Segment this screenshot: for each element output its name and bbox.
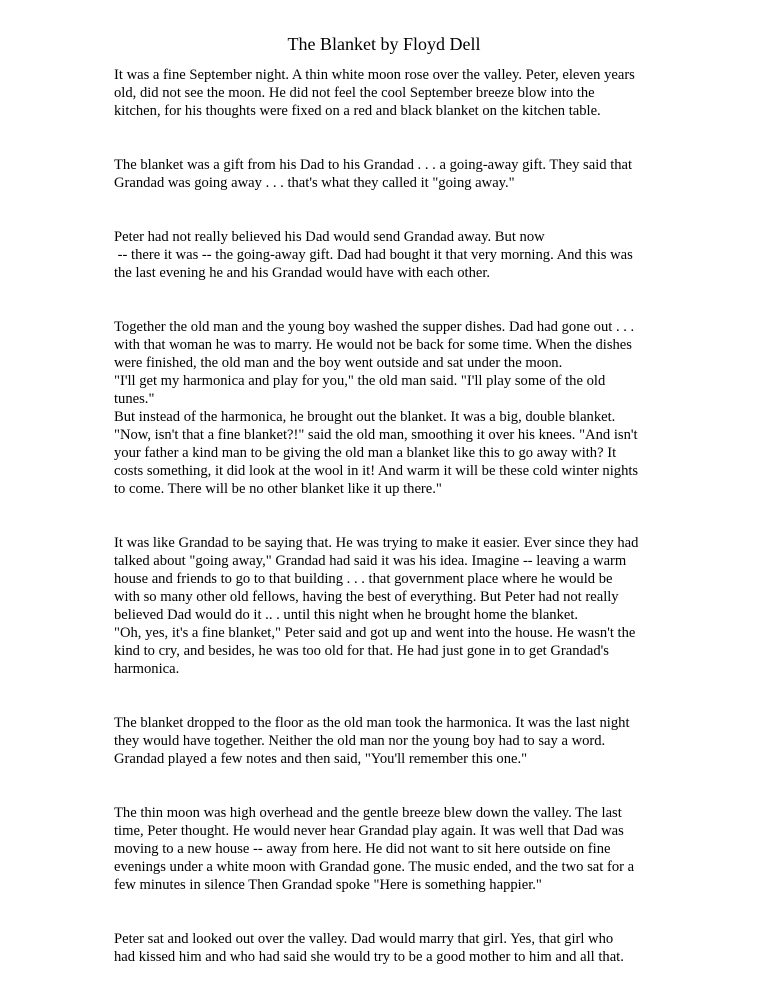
text-line: talked about "going away," Grandad had said it was his idea. Imagine -- leaving a warm [114, 553, 627, 569]
text-line: they would have together. Neither the old man nor the young boy had to say a word. [114, 733, 606, 749]
paragraph [114, 66, 674, 120]
text-line: the last evening he and his Grandad would have with each other. [114, 265, 491, 281]
text-line: had kissed him and who had said she would try to be a good mother to him and all that. [114, 949, 624, 965]
text-line: tunes." [114, 391, 155, 407]
text-line: to come. There will be no other blanket like it up there." [114, 481, 442, 497]
text-line: Grandad played a few notes and then said, "You'll remember this one." [114, 751, 528, 767]
text-line: kind to cry, and besides, he was too old for that. He had just gone in to get Grandad's [114, 643, 609, 659]
text-line: The blanket dropped to the floor as the old man took the harmonica. It was the last night [114, 715, 630, 731]
paragraph [114, 534, 674, 678]
text-line: your father a kind man to be giving the old man a blanket like this to go away with? It [114, 445, 617, 461]
text-line: with so many other old fellows, having the best of everything. But Peter had not really [114, 589, 619, 605]
text-line: believed Dad would do it .. . until this night when he brought home the blanket. [114, 607, 579, 623]
text-line: old, did not see the moon. He did not feel the cool September breeze blow into the [114, 85, 595, 101]
paragraph [114, 930, 674, 966]
text-line: were finished, the old man and the boy went outside and sat under the moon. [114, 355, 563, 371]
text-line: Grandad was going away . . . that's what they called it "going away." [114, 175, 515, 191]
text-line: kitchen, for his thoughts were fixed on a red and black blanket on the kitchen table. [114, 103, 601, 119]
paragraph [114, 318, 674, 498]
text-line: "I'll get my harmonica and play for you," the old man said. "I'll play some of the old [114, 373, 606, 389]
text-line: harmonica. [114, 661, 180, 677]
document-body [114, 66, 674, 1002]
text-line: house and friends to go to that building . . . that government place where he would be [114, 571, 613, 587]
document-title: The Blanket by Floyd Dell [287, 34, 481, 54]
text-line: -- there it was -- the going-away gift. Dad had bought it that very morning. And this was [114, 247, 633, 263]
text-line: Peter had not really believed his Dad would send Grandad away. But now [114, 229, 545, 245]
paragraph [114, 228, 674, 282]
text-line: The blanket was a gift from his Dad to his Grandad . . . a going-away gift. They said that [114, 157, 633, 173]
text-line: But instead of the harmonica, he brought out the blanket. It was a big, double blanket. [114, 409, 616, 425]
text-line: with that woman he was to marry. He would not be back for some time. When the dishes [114, 337, 632, 353]
text-line: "Now, isn't that a fine blanket?!" said the old man, smoothing it over his knees. "And isn't [114, 427, 638, 443]
paragraph [114, 804, 674, 894]
paragraph [114, 714, 674, 768]
text-line: It was a fine September night. A thin white moon rose over the valley. Peter, eleven years [114, 67, 635, 83]
text-line: Peter sat and looked out over the valley. Dad would marry that girl. Yes, that girl who [114, 931, 614, 947]
text-line: few minutes in silence Then Grandad spoke "Here is something happier." [114, 877, 542, 893]
text-line: costs something, it did look at the wool in it! And warm it will be these cold winter nights [114, 463, 639, 479]
text-line: moving to a new house -- away from here. He did not want to sit here outside on fine [114, 841, 611, 857]
text-line: time, Peter thought. He would never hear Grandad play again. It was well that Dad was [114, 823, 624, 839]
text-line: It was like Grandad to be saying that. He was trying to make it easier. Ever since they had [114, 535, 639, 551]
text-line: Together the old man and the young boy washed the supper dishes. Dad had gone out . . . [114, 319, 635, 335]
text-line: The thin moon was high overhead and the gentle breeze blew down the valley. The last [114, 805, 622, 821]
text-line: "Oh, yes, it's a fine blanket," Peter said and got up and went into the house. He wasn't the [114, 625, 636, 641]
paragraph [114, 156, 674, 192]
text-line: evenings under a white moon with Grandad gone. The music ended, and the two sat for a [114, 859, 635, 875]
